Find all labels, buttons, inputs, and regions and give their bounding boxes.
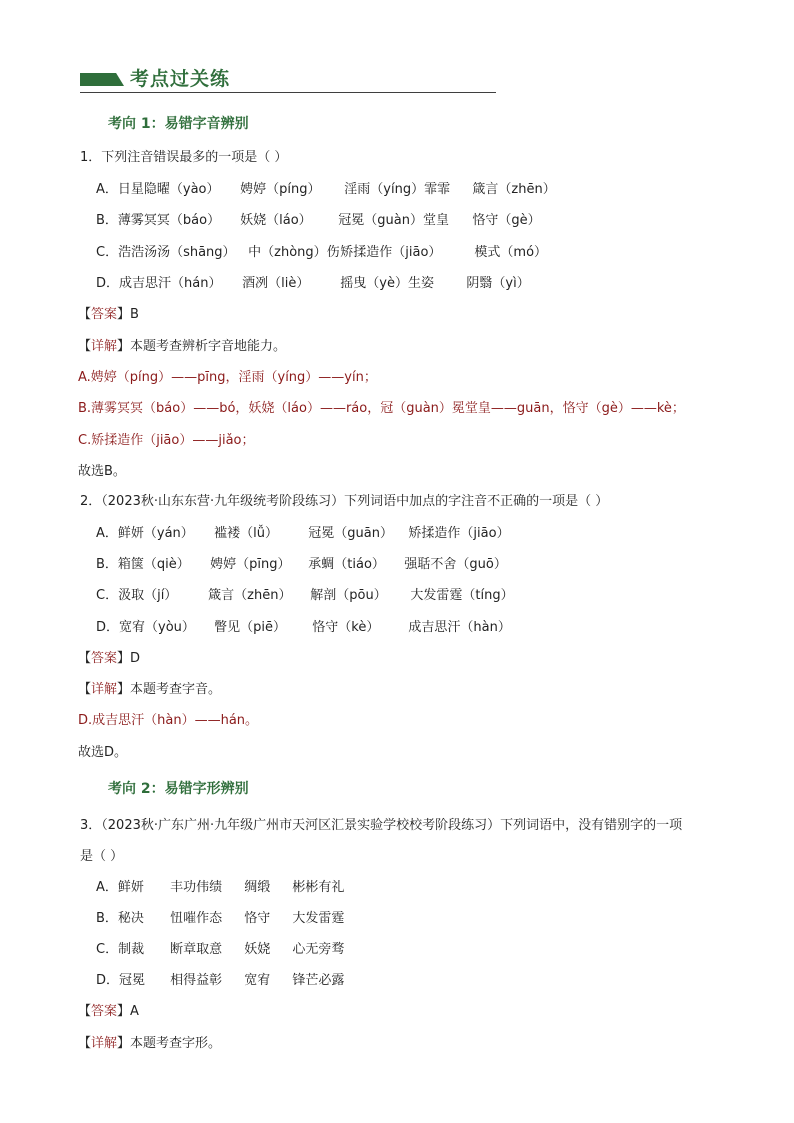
q1-option-b-part4: 恪守（gè） [472,213,541,228]
q3-option-b-part4: 大发雷霆 [292,911,345,926]
q3-option-a-part2: 丰功伟绩 [170,880,223,895]
question-3-stem-line1: 3．（2023秋·广东广州·九年级广州市天河区汇景实验学校校考阶段练习）下列词语中，没有错别字的一项 [80,818,683,833]
q2-option-b-part2: 娉婷（pīng） [210,557,291,572]
q3-option-c-part3: 妖娆 [244,942,271,957]
q2-option-a-part3: 冠冕（guān） [308,526,393,541]
q1-option-b [96,213,541,229]
q3-option-a-part4: 彬彬有礼 [292,880,345,895]
q1-option-b-part3: 冠冕（guàn）堂皇 [338,213,449,228]
q2-conclusion: 故选D。 [78,745,128,760]
q3-option-d-part2: 相得益彰 [170,973,223,988]
q2-option-b-part3: 承蜩（tiáo） [308,557,385,572]
q3-option-d-part4: 锋芒必露 [292,973,345,988]
header-accent-bar [80,73,124,86]
q1-answer-value: B [130,307,139,322]
q1-detail-label: 详解 [91,339,118,354]
q3-option-d-part1: D．冠冕 [96,973,146,988]
q2-answer: 【答案】D [78,651,141,666]
q1-option-d [96,276,530,292]
q3-answer-value: A [130,1004,139,1019]
q2-option-b [96,557,507,573]
q2-answer-value: D [130,651,141,666]
q1-explanation-b: B.薄雾冥冥（báo）——bó，妖娆（láo）——ráo，冠（guàn）冕堂皇——guān，恪守（gè）——kè； [78,401,685,416]
q2-detail-label: 详解 [91,682,118,697]
q2-detail-text: 本题考查字音。 [130,682,222,697]
q2-option-c-part2: 箴言（zhēn） [208,588,292,603]
q3-option-c [96,942,344,958]
q1-option-a-part4: 箴言（zhēn） [472,182,556,197]
q2-option-c-part4: 大发雷霆（tíng） [410,588,514,603]
q1-option-c-part4: 模式（mó） [474,245,548,260]
section-title-1: 考向 1：易错字音辨别 [108,116,249,132]
q3-option-c-part4: 心无旁骛 [292,942,345,957]
q1-answer-label: 答案 [91,307,118,322]
q2-option-c-part1: C．汲取（jí） [96,588,178,603]
q2-option-d-part3: 恪守（kè） [312,620,380,635]
q1-option-b-part1: B．薄雾冥冥（báo） [96,213,221,228]
q3-option-b-part2: 忸嗺作态 [170,911,223,926]
q1-option-a-part2: 娉婷（píng） [240,182,321,197]
q2-option-c-part3: 解剖（pōu） [310,588,387,603]
q3-detail-text: 本题考查字形。 [130,1036,222,1051]
q2-option-c [96,588,514,604]
q3-answer: 【答案】A [78,1004,139,1019]
q2-option-a-part4: 矫揉造作（jiāo） [408,526,510,541]
q1-explanation-c: C.矫揉造作（jiāo）——jiǎo； [78,433,255,448]
q1-option-c-part1: C．浩浩汤汤（shāng） [96,245,236,260]
q1-option-c [96,245,547,261]
header-divider [80,92,496,93]
q3-option-a [96,880,344,896]
q2-option-d-part2: 瞥见（piē） [214,620,287,635]
q1-detail: 【详解】本题考查辨析字音地能力。 [78,339,287,354]
q3-option-d-part3: 宽宥 [244,973,271,988]
q1-answer: 【答案】B [78,307,139,322]
question-2-stem: 2．（2023秋·山东东营·九年级统考阶段练习）下列词语中加点的字注音不正确的一项是（ ） [80,494,609,509]
q3-option-b-part1: B．秘决 [96,911,144,926]
q2-option-d-part4: 成吉思汗（hàn） [408,620,511,635]
q3-detail-label: 详解 [91,1036,118,1051]
q3-answer-label: 答案 [91,1004,118,1019]
q3-option-c-part1: C．制裁 [96,942,145,957]
q1-option-b-part2: 妖娆（láo） [240,213,312,228]
q2-option-d [96,620,511,636]
q2-option-a-part1: A．鲜妍（yán） [96,526,194,541]
q1-option-d-part3: 摇曳（yè）生姿 [340,276,434,291]
q3-option-c-part2: 断章取意 [170,942,223,957]
q2-detail: 【详解】本题考查字音。 [78,682,222,697]
q1-option-d-part1: D．成吉思汗（hán） [96,276,222,291]
q2-option-a-part2: 褴褛（lǚ） [214,526,278,541]
q3-option-a-part3: 绸缎 [244,880,271,895]
question-1-stem: 1．下列注音错误最多的一项是（ ） [80,150,288,165]
q3-detail: 【详解】本题考查字形。 [78,1036,222,1051]
q2-option-b-part4: 强聒不舍（guō） [404,557,507,572]
q1-option-c-part3: 矫揉造作（jiāo） [340,245,442,260]
q1-option-d-part2: 酒冽（liè） [242,276,310,291]
section-title-2: 考向 2：易错字形辨别 [108,781,249,797]
q1-detail-text: 本题考查辨析字音地能力。 [130,339,287,354]
q3-option-b-part3: 恪守 [244,911,271,926]
q2-answer-label: 答案 [91,651,118,666]
q1-option-d-part4: 阴翳（yì） [466,276,530,291]
page-title: 考点过关练 [130,68,231,90]
q1-option-c-part2: 中（zhòng）伤 [248,245,340,260]
q1-option-a [96,182,556,198]
q2-option-d-part1: D．宽宥（yòu） [96,620,195,635]
q1-explanation-a: A.娉婷（píng）——pīng，淫雨（yíng）——yín； [78,370,377,385]
q1-option-a-part1: A．日星隐曜（yào） [96,182,220,197]
section-header [80,64,496,94]
q3-option-b [96,911,344,927]
q3-option-a-part1: A．鲜妍 [96,880,144,895]
q2-option-b-part1: B．箱箧（qiè） [96,557,190,572]
question-3-stem-line2: 是（ ） [80,849,124,864]
q2-explanation-d: D.成吉思汗（hàn）——hán。 [78,713,259,728]
q2-option-a [96,526,510,542]
q1-conclusion: 故选B。 [78,464,126,479]
q3-option-d [96,973,344,989]
q1-option-a-part3: 淫雨（yíng）霏霏 [344,182,451,197]
